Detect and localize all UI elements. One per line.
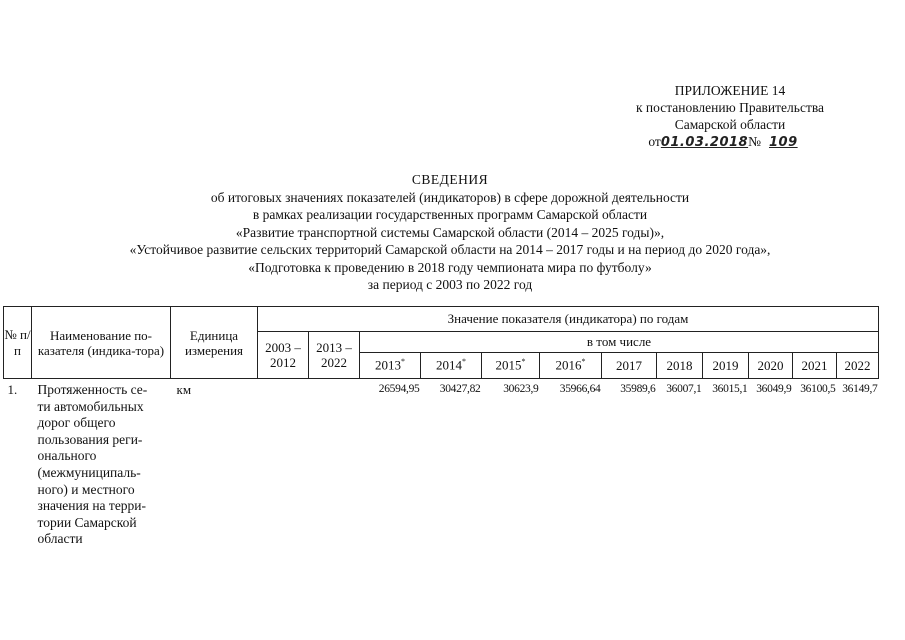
header-year-2014 [421,353,482,379]
date-prefix: от [648,134,661,149]
indicator-name-line: ного) и местного [37,481,135,497]
value-2020: 36049,9 [756,383,792,395]
footnote-star: * [521,357,526,367]
title-line: в рамках реализации государственных программ Самарской области [252,207,648,222]
value-2017: 35989,6 [620,383,656,395]
header-unit: Единица измерения [171,307,258,379]
table-body [4,379,879,548]
year-label: 2021 [801,357,828,373]
value-2021: 36100,5 [800,383,836,395]
appendix-title: ПРИЛОЖЕНИЕ 14 [674,83,786,98]
header-year-2019 [703,353,749,379]
indicator-name-line: пользования реги- [37,431,143,447]
title-heading: СВЕДЕНИЯ [411,172,489,187]
year-label: 2017 [616,357,642,373]
title-line: «Подготовка к проведению в 2018 году чемпионата мира по футболу» [248,259,652,275]
appendix-line: Самарской области [674,117,786,132]
table-row [4,379,879,548]
row-number: 1. [7,382,18,397]
header-year-2020 [749,353,793,379]
title-line: «Устойчивое развитие сельских территорий Самарской области на 2014 – 2017 годы и на период до 2020 года», [129,242,771,257]
value-2015: 30623,9 [503,383,539,395]
indicator-name-line: онального [37,448,97,464]
title-line: об итоговых значениях показателей (индикаторов) в сфере дорожной деятельности [210,189,690,205]
header-year-2016 [540,353,602,379]
handwritten-date: 01.03.2018 [660,135,749,150]
footnote-star: * [462,357,466,367]
indicator-name-line: (межмуниципаль- [37,464,141,480]
indicator-name-line: тории Самарской [37,514,137,530]
indicator-name [32,379,171,548]
header-year-2015 [482,353,540,379]
header-year-2017 [602,353,657,379]
header-year-2018 [657,353,703,379]
year-label: 2019 [712,357,739,373]
header-year-2013 [360,353,421,379]
value-2016: 35966,64 [559,383,601,395]
year-label: 2018 [666,357,693,373]
header-period-2003-2012: 2003 – 2012 [258,332,309,379]
footnote-star: * [581,357,586,367]
value-2013: 26594,95 [378,383,420,395]
indicator-name-line: Протяженность се- [37,382,148,397]
header-no: № п/п [4,307,32,379]
indicators-table [3,306,879,548]
header-year-2021 [793,353,837,379]
header-name: Наименование по-казателя (индика-тора) [32,307,171,379]
footnote-star: * [401,357,405,367]
header-including: в том числе [360,332,879,353]
decree-date-number [560,133,900,151]
number-prefix: № [748,134,761,149]
year-label: 2015 [495,357,522,373]
header-values-group: Значение показателя (индикатора) по годам [258,307,879,332]
header-row [4,307,879,332]
indicator-name-line: дорог общего [37,415,116,431]
title-line: «Развитие транспортной системы Самарской области (2014 – 2025 годы)», [235,224,665,240]
value-2019: 36015,1 [712,383,748,395]
value-2018: 36007,1 [666,383,702,395]
appendix-block [560,82,900,151]
year-label: 2013 [375,357,401,373]
year-label: 2016 [555,357,582,373]
indicator-name-line: значения на терри- [37,498,147,514]
year-label: 2020 [757,357,784,373]
header-year-2022 [837,353,879,379]
handwritten-number: 109 [768,135,798,150]
header-period-2013-2022: 2013 – 2022 [309,332,360,379]
title-line: за период с 2003 по 2022 год [367,277,533,292]
value-2014: 30427,82 [439,383,481,395]
document-title [40,171,860,294]
unit-cell: км [176,382,192,397]
indicator-name-line: области [37,531,83,547]
year-label: 2014 [436,357,462,373]
year-label: 2022 [844,357,871,373]
value-2022: 36149,7 [842,383,878,395]
value-period-2003-2012 [258,379,309,548]
indicator-name-line: ти автомобильных [37,398,144,414]
value-period-2013-2022 [309,379,360,548]
appendix-line: к постановлению Правительства [635,100,825,115]
